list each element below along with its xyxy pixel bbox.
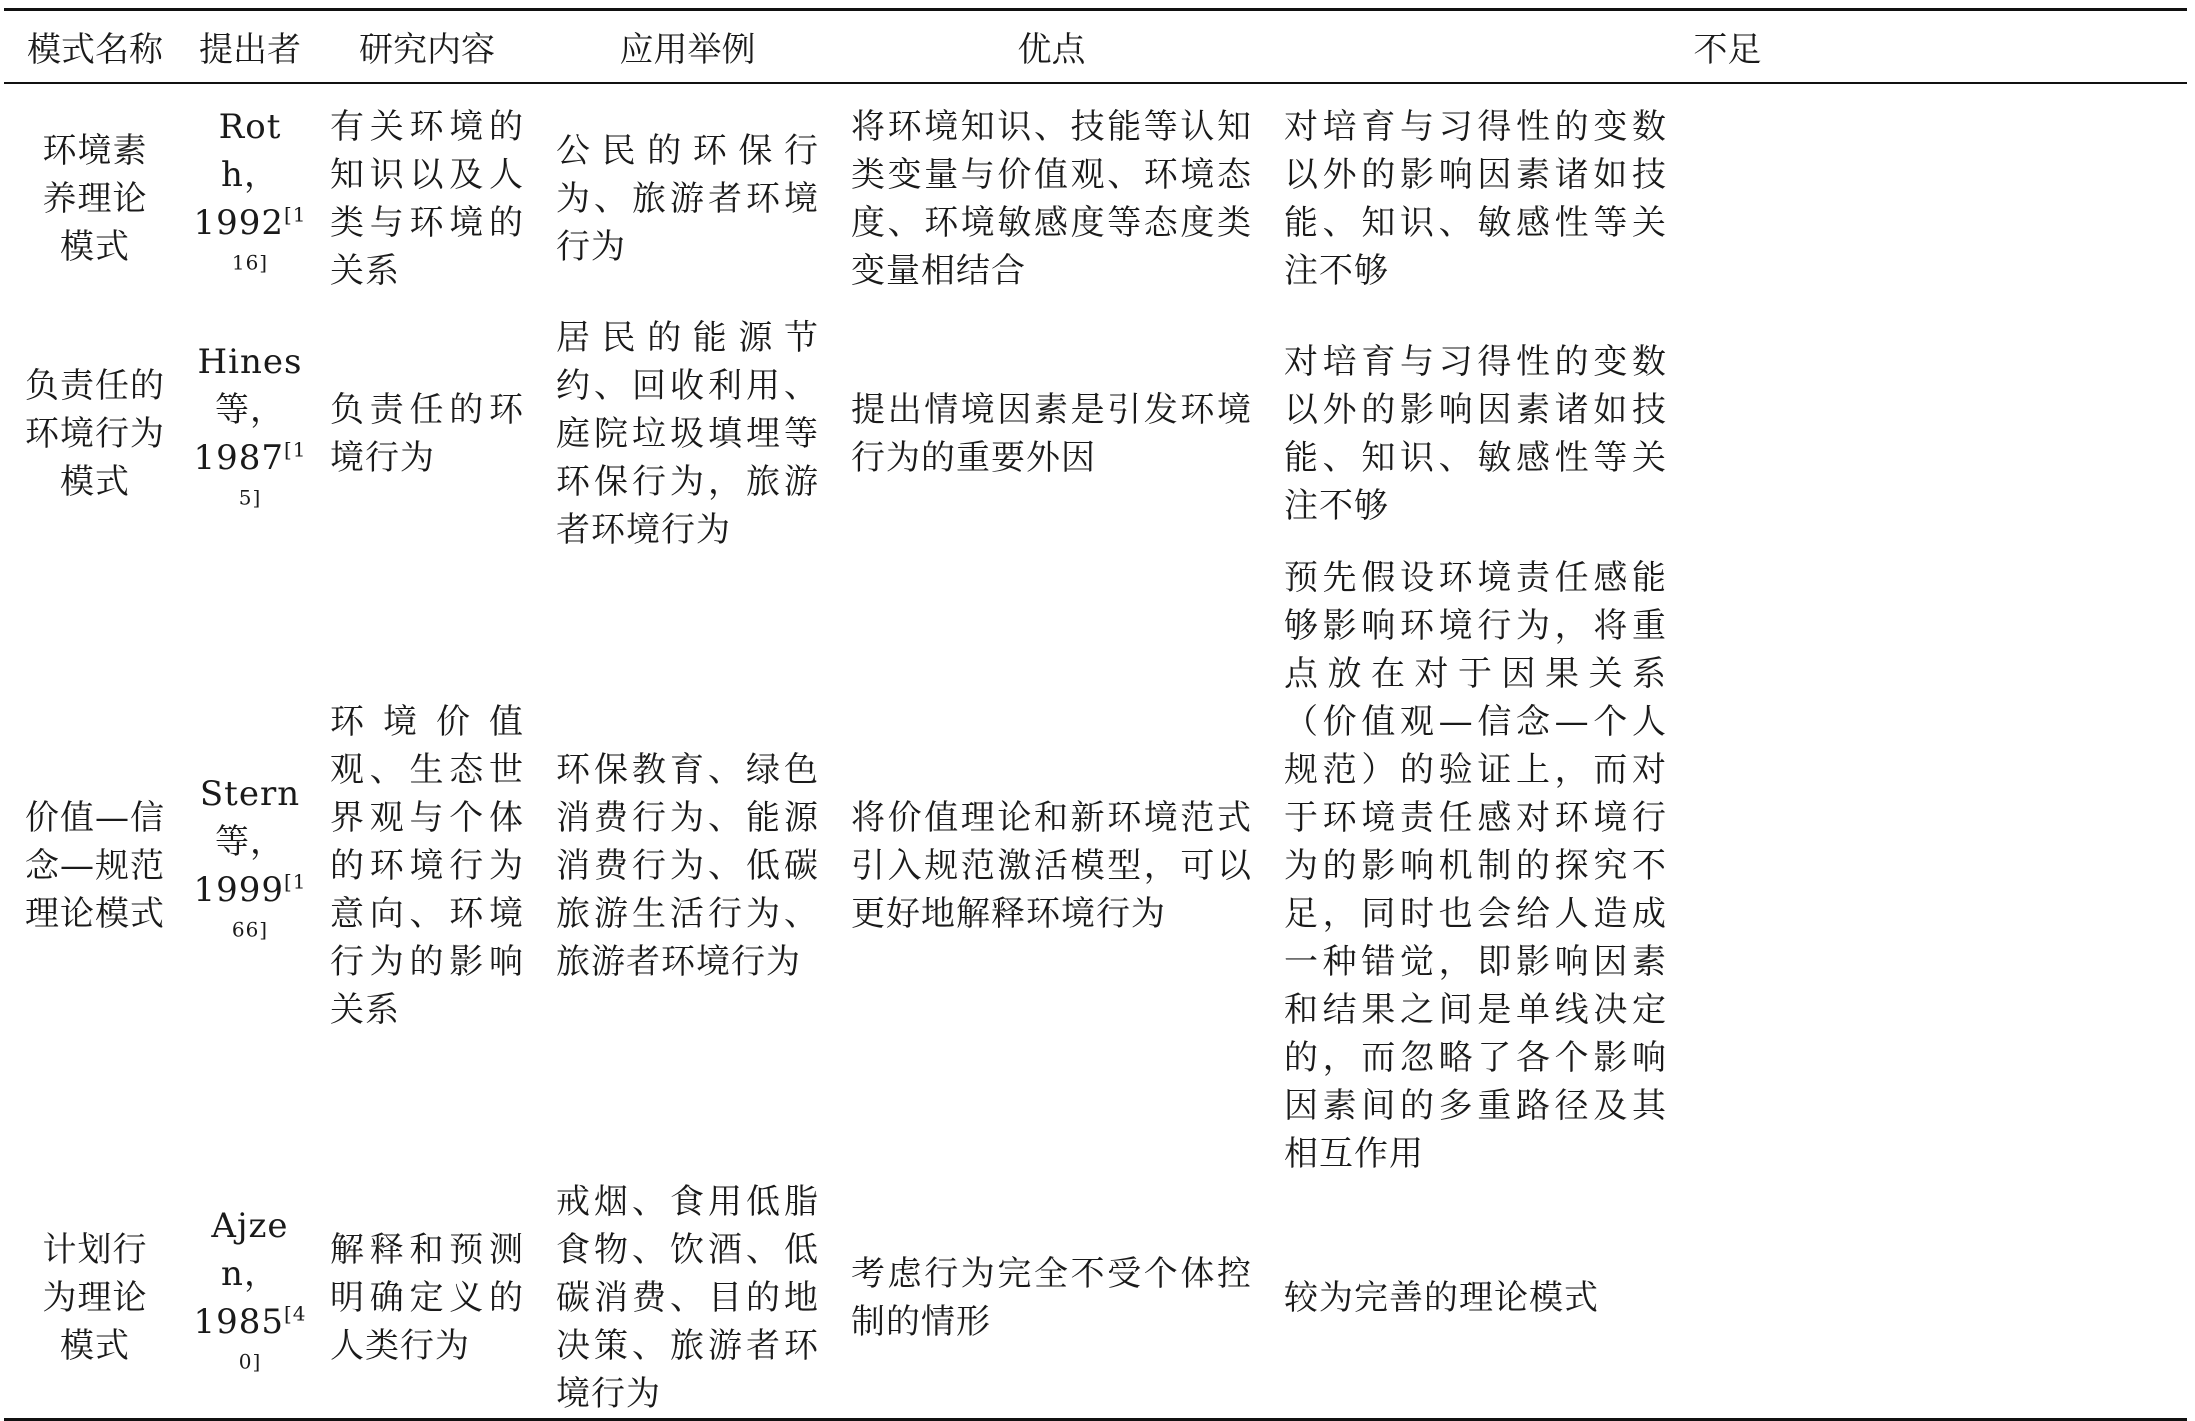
cell-mode-name: 计划行为理论模式 [42,1230,148,1366]
header-advantage: 优点 [1017,30,1086,70]
cell-research-content: 环境价值观、生态世界观与个体的环境行为意向、环境行为的影响关系 [330,702,524,1030]
cell-application-example: 环保教育、绿色消费行为、能源消费行为、低碳旅游生活行为、旅游者环境行为 [556,750,819,982]
citation-ref: [15] [238,437,307,510]
author-year-line [190,434,310,530]
citation-ref: [116] [231,202,307,275]
cell-advantage: 考虑行为完全不受个体控制的情形 [851,1254,1252,1342]
cell-research-content: 有关环境的知识以及人类与环境的关系 [330,107,524,291]
author-year: 1987 [193,438,284,478]
author-name: Roth， [218,107,282,195]
cell-disadvantage: 预先假设环境责任感能够影响环境行为，将重点放在对于因果关系（价值观—信念—个人规范）的验证上，而对于环境责任感对环境行为的影响机制的探究不足，同时也会给人造成一种错觉，即影响因素和结果之间是单线决定的，而忽略了各个影响因素间的多重路径及其相互作用 [1284,558,1667,1174]
author-name: Stern 等， [199,774,301,862]
cell-author [186,1178,314,1420]
citation-ref: [166] [231,869,307,942]
header-disadvantage: 不足 [1693,30,1762,70]
table-row [4,1178,2187,1420]
theory-models-table [4,8,2187,1421]
author-year-line [190,1298,310,1394]
cell-mode-name: 价值—信念—规范理论模式 [25,798,165,934]
cell-mode-name: 环境素养理论模式 [42,131,148,267]
cell-advantage: 提出情境因素是引发环境行为的重要外因 [851,390,1252,478]
cell-mode-name: 负责任的环境行为模式 [25,366,165,502]
table-row [4,83,2187,314]
cell-research-content: 解释和预测明确定义的人类行为 [330,1230,524,1366]
author-year: 1985 [193,1302,284,1342]
cell-author [186,314,314,554]
cell-author [186,554,314,1178]
table-row [4,554,2187,1178]
cell-advantage: 将价值理论和新环境范式引入规范激活模型，可以更好地解释环境行为 [851,798,1252,934]
header-mode-name: 模式名称 [27,30,163,70]
cell-disadvantage: 较为完善的理论模式 [1284,1278,1599,1318]
header-application-example: 应用举例 [619,30,756,70]
author-year-line [190,866,310,962]
cell-advantage: 将环境知识、技能等认知类变量与价值观、环境态度、环境敏感度等态度类变量相结合 [851,107,1252,291]
cell-application-example: 居民的能源节约、回收利用、庭院垃圾填埋等环保行为，旅游者环境行为 [556,318,819,550]
citation-ref: [40] [238,1301,307,1374]
cell-research-content: 负责任的环境行为 [330,390,524,478]
table-header-row [4,10,2187,84]
author-year: 1999 [193,870,284,910]
cell-application-example: 戒烟、食用低脂食物、饮酒、低碳消费、目的地决策、旅游者环境行为 [556,1182,819,1414]
author-name: Hines 等， [197,342,303,430]
header-research-content: 研究内容 [359,30,495,70]
author-year-line [190,199,310,295]
table-row [4,314,2187,554]
cell-disadvantage: 对培育与习得性的变数以外的影响因素诸如技能、知识、敏感性等关注不够 [1284,342,1667,526]
author-year: 1992 [193,203,284,243]
theory-models-table-wrapper [4,8,2187,1421]
author-name: Ajzen， [211,1206,289,1294]
header-author: 提出者 [199,30,301,70]
cell-disadvantage: 对培育与习得性的变数以外的影响因素诸如技能、知识、敏感性等关注不够 [1284,107,1667,291]
cell-application-example: 公民的环保行为、旅游者环境行为 [556,131,819,267]
cell-author [186,83,314,314]
